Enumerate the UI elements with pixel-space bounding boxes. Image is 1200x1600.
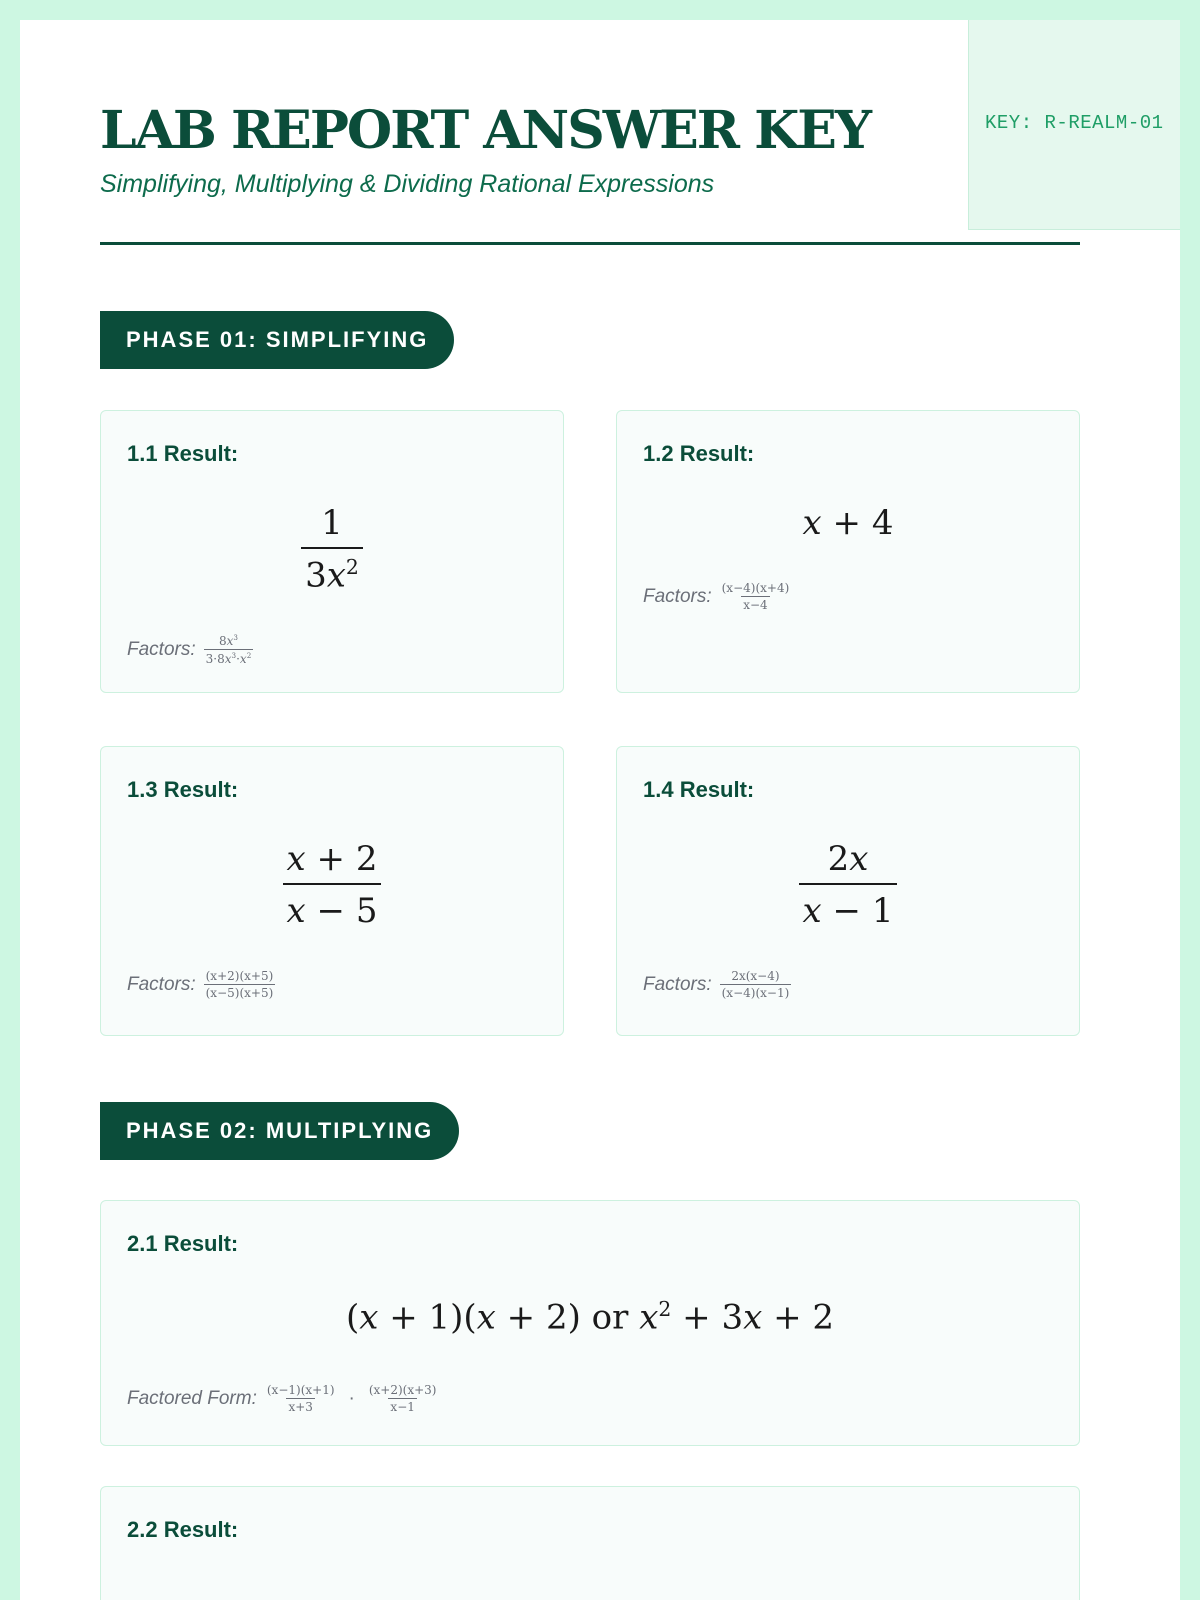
factors-fraction: $\frac{8x^3}{3\cdot 8x^3\cdot x^2}$ [205,633,252,666]
answer-key-sheet [20,20,1180,1600]
factors-line [643,581,791,612]
result-expression: $\frac{1}{3x^2}$ [101,503,563,595]
factors-line [127,633,253,666]
result-card-2-1 [100,1200,1080,1446]
result-card-2-2 [100,1486,1080,1600]
key-box [968,20,1180,230]
factored-form-label: Factored Form: [127,1387,257,1409]
result-label: 2.2 Result: [127,1517,239,1542]
result-card-1-2 [616,410,1080,693]
header-divider [100,242,1080,245]
key-code: KEY: R-REALM-01 [985,112,1164,134]
result-expression: $\frac{2x}{x - 1}$ [617,839,1079,931]
multiply-operator: · [348,1387,355,1409]
result-label: 1.4 Result: [643,777,755,802]
factors-fraction: $\frac{2x(x-4)}{(x-4)(x-1)}$ [721,969,790,1000]
factors-fraction: $\frac{(x-4)(x+4)}{x-4}$ [721,581,790,612]
factors-label: Factors: [127,638,196,660]
page-title: LAB REPORT ANSWER KEY [100,100,871,161]
phase-02-heading: PHASE 02: MULTIPLYING [100,1102,459,1160]
result-card-1-4 [616,746,1080,1036]
result-label: 2.1 Result: [127,1231,239,1256]
factors-label: Factors: [643,585,712,607]
factors-line [127,969,275,1000]
factors-line [643,969,791,1000]
factored-fraction-1: $\frac{(x-1)(x+1)}{x+3}$ [266,1383,335,1414]
page-subtitle: Simplifying, Multiplying & Dividing Rational Expressions [100,170,715,198]
result-label: 1.3 Result: [127,777,239,802]
phase-01-heading: PHASE 01: SIMPLIFYING [100,311,454,369]
factored-form-line [127,1383,438,1414]
result-label: 1.1 Result: [127,441,239,466]
result-expression: $\frac{x + 2}{x - 5}$ [101,839,563,931]
factors-label: Factors: [127,973,196,995]
factors-fraction: $\frac{(x+2)(x+5)}{(x-5)(x+5)}$ [205,969,274,1000]
factored-fraction-2: $\frac{(x+2)(x+3)}{x-1}$ [368,1383,437,1414]
factors-label: Factors: [643,973,712,995]
result-expression: x + 4 [802,503,894,543]
result-label: 1.2 Result: [643,441,755,466]
result-card-1-1 [100,410,564,693]
result-card-1-3 [100,746,564,1036]
result-expression: (x + 1)(x + 2) or $x^2 + 3x + 2$ [345,1297,835,1338]
